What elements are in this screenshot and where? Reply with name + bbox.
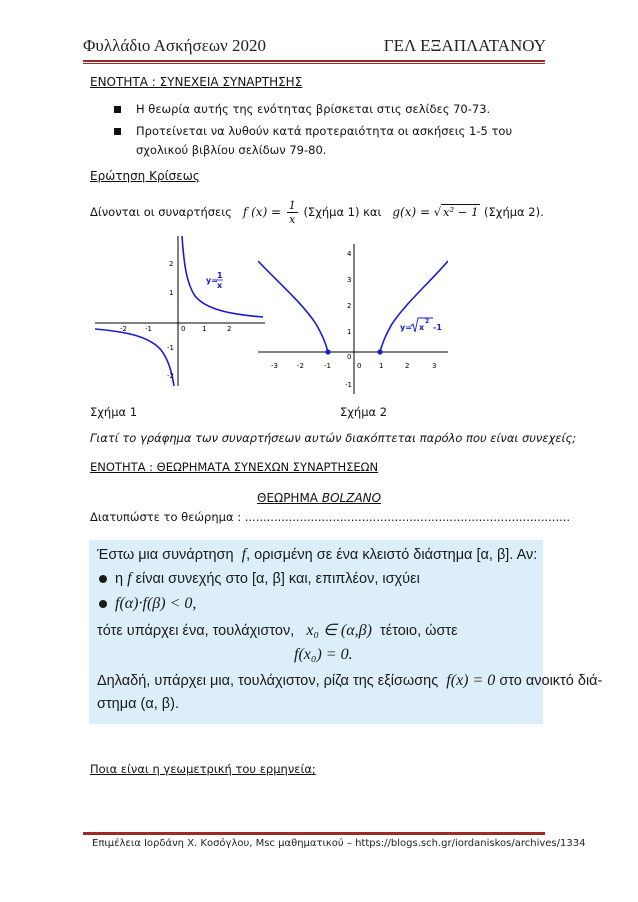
tick-label: 2 [347, 302, 352, 310]
theorem-line: τότε υπάρχει ένα, τουλάχιστον, x₀ ∈ (α,β) τέτοιο, ώστε [97, 622, 458, 639]
tick-label: 2 [227, 325, 232, 333]
footer-rule [83, 832, 545, 835]
tick-label: 1 [379, 362, 384, 370]
svg-text:y=: y= [206, 276, 218, 285]
square-bullet-icon [114, 128, 121, 135]
curve-right-branch [380, 261, 448, 352]
tick-label: 1 [202, 325, 207, 333]
endpoint-marker [377, 349, 382, 354]
header-title: Φυλλάδιο Ασκήσεων 2020 [83, 36, 266, 55]
svg-text:x: x [419, 323, 425, 332]
tick-label: -2 [120, 325, 127, 333]
tick-label: 2 [169, 260, 174, 268]
figure-2-graph [258, 244, 448, 394]
y-tick-labels [345, 250, 352, 389]
theorem-line: στημα (α, β). [97, 696, 179, 712]
header-rule-thin [83, 63, 545, 64]
theorem-bullet: η f είναι συνεχής στο [α, β] και, επιπλέον, ισχύει [99, 570, 420, 588]
curve-label-1-over-x [206, 271, 223, 290]
curve-label-sqrt [400, 318, 442, 332]
svg-text:-1: -1 [433, 323, 442, 332]
bullet-dot-icon [99, 575, 107, 583]
tick-label: 4 [347, 250, 352, 258]
theorem-title: ΘΕΩΡΗΜΑ BOLZANO [257, 491, 382, 505]
formulate-prompt: Διατυπώστε το θεώρημα : ......................................................................................... [90, 510, 571, 524]
tick-label: 2 [405, 362, 410, 370]
figure-1-graph [95, 236, 265, 386]
tick-label: 0 [181, 325, 186, 333]
tick-label: 1 [347, 328, 352, 336]
tick-label: -1 [345, 381, 352, 389]
list-item: Η θεωρία αυτής της ενότητας βρίσκεται στις σελίδες 70-73. [114, 100, 534, 119]
tick-label: 3 [432, 362, 437, 370]
endpoint-marker [325, 349, 330, 354]
svg-text:y=: y= [400, 323, 412, 332]
caption-figure-1: Σχήμα 1 [90, 405, 138, 419]
footer-text: Επιμέλεια Ιορδάνη Χ. Κοσόγλου, Msc μαθηματικού – https://blogs.sch.gr/iordaniskos/archives/1334 [92, 838, 586, 849]
tick-label: 3 [347, 276, 352, 284]
geometry-question: Ποια είναι η γεωμετρική του ερμηνεία; [90, 762, 316, 776]
tick-label: -1 [167, 344, 174, 352]
svg-text:x: x [217, 281, 223, 290]
hyperbola-branch-left [95, 329, 174, 386]
given-functions: Δίνονται οι συναρτήσεις f (x) = $\frac{1}{x}$ (Σχήμα 1) και g(x) = √ x² − 1 (Σχήμα 2). [90, 199, 544, 226]
svg-text:1: 1 [217, 271, 223, 280]
bullet-dot-icon [99, 600, 107, 608]
question-text: Γιατί το γράφημα των συναρτήσεων αυτών διακόπτεται παρόλο που είναι συνεχείς; [90, 431, 577, 445]
tick-label: -2 [297, 362, 304, 370]
theorem-line: f(x₀) = 0. [294, 646, 353, 663]
section2-title: ΕΝΟΤΗΤΑ : ΘΕΩΡΗΜΑΤΑ ΣΥΝΕΧΩΝ ΣΥΝΑΡΤΗΣΕΩΝ [90, 460, 379, 474]
header-school: ΓΕΛ ΕΞΑΠΛΑΤΑΝΟΥ [383, 36, 546, 55]
theorem-line: Έστω μια συνάρτηση f, ορισμένη σε ένα κλειστό διάστημα [α, β]. Αν: [97, 546, 538, 563]
svg-text:2: 2 [425, 318, 430, 325]
curve-left-branch [258, 261, 328, 352]
section1-title: ΕΝΟΤΗΤΑ : ΣΥΝΕΧΕΙΑ ΣΥΝΑΡΤΗΣΗΣ [90, 75, 303, 89]
tick-label: -2 [167, 372, 174, 380]
tick-label: 0 [347, 353, 352, 361]
tick-label: -1 [324, 362, 331, 370]
list-item: Προτείνεται να λυθούν κατά προτεραιότητα οι ασκήσεις 1-5 του σχολικού βιβλίου σελίδων 79-80. [114, 122, 534, 160]
x-tick-labels [120, 325, 231, 333]
header-rule [83, 60, 545, 62]
question-title: Ερώτηση Κρίσεως [90, 169, 200, 183]
fraction-1-over-x: $\frac{1}{x}$ [288, 199, 296, 226]
theorem-box [89, 540, 603, 724]
tick-label: -1 [145, 325, 152, 333]
caption-figure-2: Σχήμα 2 [340, 405, 388, 419]
tick-label: 0 [357, 362, 362, 370]
tick-label: 1 [169, 289, 174, 297]
section1-bullets [114, 100, 534, 163]
sqrt-expression: √ x² − 1 [433, 205, 479, 219]
tick-label: -3 [271, 362, 278, 370]
square-bullet-icon [114, 106, 121, 113]
theorem-bullet: f(α)·f(β) < 0, [99, 595, 196, 613]
theorem-line: Δηλαδή, υπάρχει μια, τουλάχιστον, ρίζα της εξίσωσης f(x) = 0 στο ανοικτό διά- [97, 672, 603, 689]
